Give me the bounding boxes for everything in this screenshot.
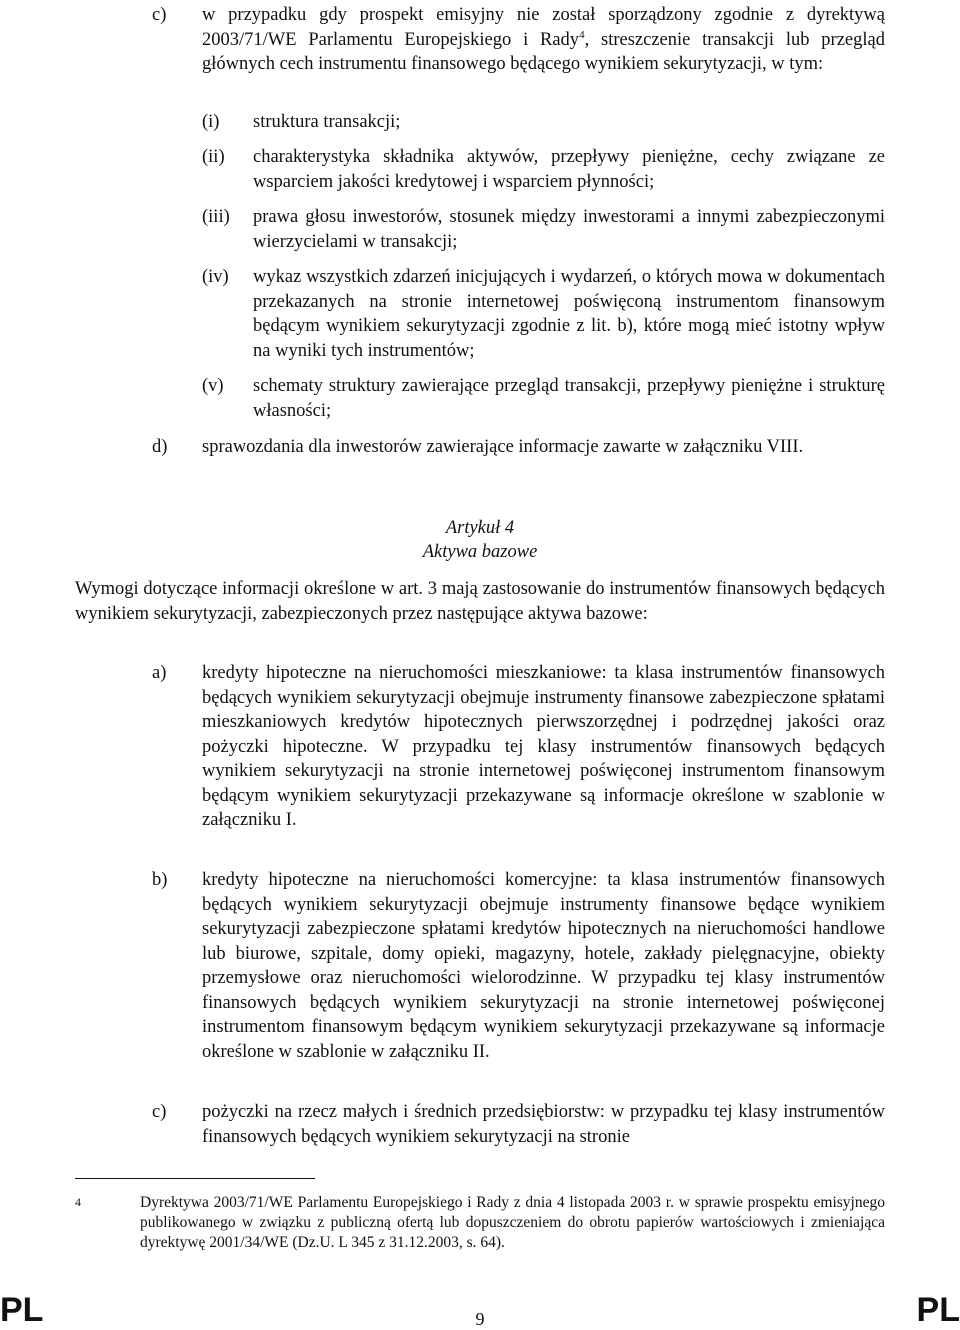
article-title: Aktywa bazowe [422,542,538,562]
item-c-text-before: w przypadku gdy prospekt emisyjny nie został sporządzony zgodnie z dyrektywą 2003/71/WE Parlamentu Europejskiego i Rady [202,5,885,50]
subitem-text: struktura transakcji; [253,112,401,132]
article-item-text: kredyty hipoteczne na nieruchomości mieszkaniowe: ta klasa instrumentów finansowych będących wynikiem sekurytyzacji obejmuje instrumenty finansowe zabezpieczone spłatami mieszkaniowych kredytów hipotecznych pierwszorzędnej i podrzędnej jakości oraz pożyczki hipoteczne. W przypadku tej klasy instrumentów finansowych będących wynikiem sekurytyzacji na stronie internetowej poświęconej instrumentom finansowym będącym wynikiem sekurytyzacji przekazywane są informacje określone w szablonie w załączniku I. [202,663,885,830]
footer-language-right: PL [916,1291,960,1329]
footnote-ref[interactable]: 4 [579,28,585,41]
list-label-c2: c) [152,1102,167,1122]
subitem-text: wykaz wszystkich zdarzeń inicjujących i wydarzeń, o których mowa w dokumentach przekazanych na stronie internetowej poświęconą instrumentom finansowym będącym wynikiem sekurytyzacji zgodnie z lit. b), które mogą mieć istotny wpływ na wyniki tych instrumentów; [253,267,885,361]
item-c-text-after: , streszczenie transakcji lub przegląd głównych cech instrumentu finansowego będącego wynikiem sekurytyzacji, w tym: [202,29,885,74]
page-number: 9 [475,1309,485,1329]
subitem-label: (ii) [202,147,225,167]
article-item-text: pożyczki na rzecz małych i średnich przedsiębiorstw: w przypadku tej klasy instrumentów finansowych będących wynikiem sekurytyzacji na stronie [202,1102,885,1147]
article-item-text: kredyty hipoteczne na nieruchomości komercyjne: ta klasa instrumentów finansowych będących wynikiem sekurytyzacji obejmuje instrumenty finansowe będące wynikiem sekurytyzacji zabezpieczone spłatami kredytów hipotecznych na nieruchomości handlowe lub biurowe, szpitale, domy opieki, magazyny, hotele, zakłady pielęgnacyjne, obiekty przemysłowe oraz nieruchomości wielorodzinne. W przypadku tej klasy instrumentów finansowych będących wynikiem sekurytyzacji na stronie internetowej poświęconej instrumentom finansowym będącym wynikiem sekurytyzacji przekazywane są informacje określone w szablonie w załączniku II. [202,870,885,1062]
subitem-text: charakterystyka składnika aktywów, przepływy pieniężne, cechy związane ze wsparciem jakości kredytowej i wsparciem płynności; [253,147,885,192]
footer-language-left: PL [0,1291,44,1329]
subitem-text: prawa głosu inwestorów, stosunek między inwestorami a innymi zabezpieczonymi wierzycielami w transakcji; [253,207,885,252]
footnote-text: Dyrektywa 2003/71/WE Parlamentu Europejskiego i Rady z dnia 4 listopada 2003 r. w sprawie prospektu emisyjnego publikowanego w związku z publiczną ofertą lub dopuszczeniem do obrotu papierów wartościowych i zmieniająca dyrektywę 2001/34/WE (Dz.U. L 345 z 31.12.2003, s. 64). [140,1194,885,1251]
subitem-label: (v) [202,376,224,396]
subitem-label: (iv) [202,267,229,287]
subitem-text: schematy struktury zawierające przegląd transakcji, przepływy pieniężne i strukturę własności; [253,376,885,421]
footnote-separator [75,1178,315,1179]
list-label-b: b) [152,870,168,890]
article-intro: Wymogi dotyczące informacji określone w art. 3 mają zastosowanie do instrumentów finansowych będących wynikiem sekurytyzacji, zabezpieczonych przez następujące aktywa bazowe: [75,579,885,624]
item-d-text: sprawozdania dla inwestorów zawierające informacje zawarte w załączniku VIII. [202,437,804,457]
item-c-text [202,3,885,77]
subitem-label: (i) [202,112,220,132]
article-number: Artykuł 4 [445,518,515,538]
subitem-label: (iii) [202,207,230,227]
list-label-a: a) [152,663,167,683]
footnote-mark: 4 [75,1195,81,1209]
list-label-c: c) [152,5,167,25]
list-label-d: d) [152,437,168,457]
